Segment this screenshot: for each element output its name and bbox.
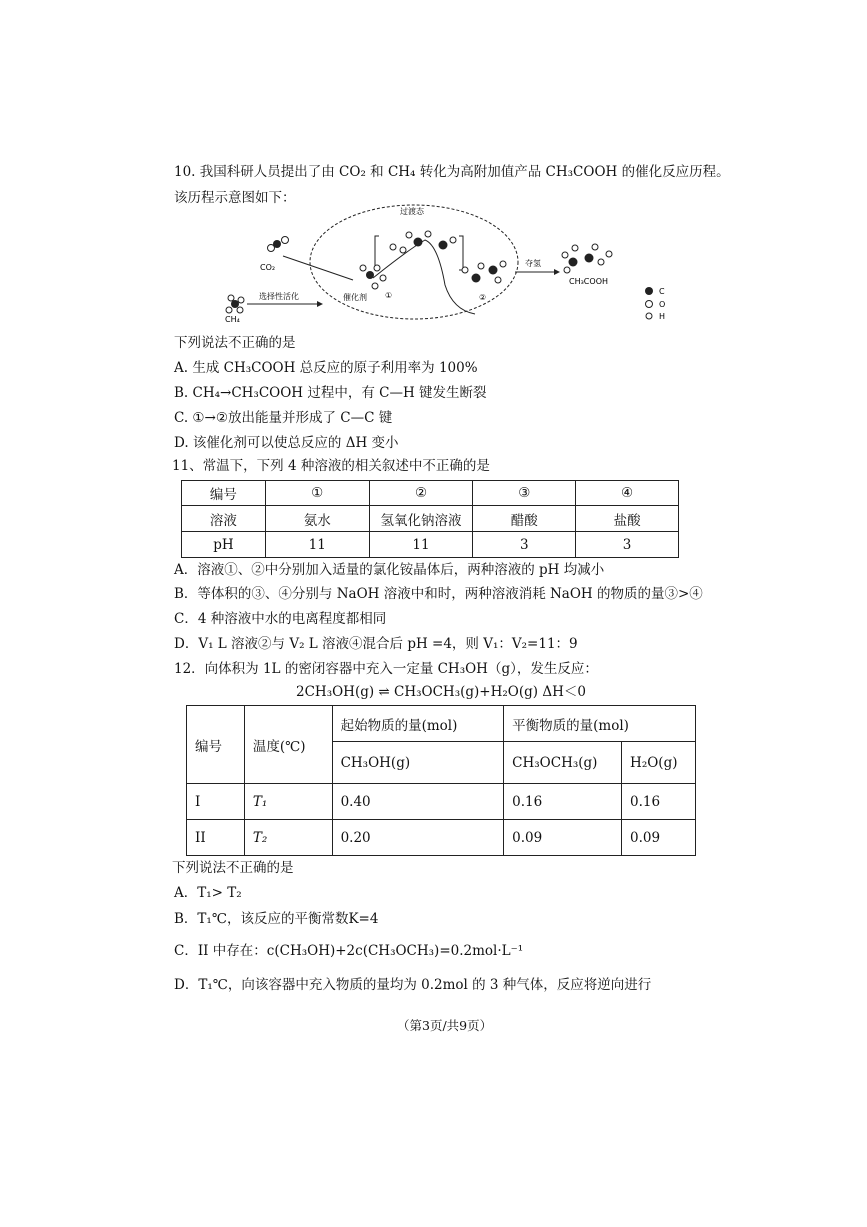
- acetic-acid-molecule: [562, 244, 612, 273]
- page-number-footer: （第3页/共9页）: [397, 1018, 493, 1033]
- q12-header-equilibrium: 平衡物质的量(mol): [504, 706, 696, 742]
- q11-cell: 醋酸: [473, 506, 576, 532]
- q11-table: [181, 480, 679, 558]
- bracket-right: [459, 236, 463, 270]
- co2-arrow: [283, 256, 353, 280]
- q12-prompt: 下列说法不正确的是: [172, 860, 294, 876]
- q11-cell: ①: [265, 481, 369, 506]
- q11-option-a: A．溶液①、②中分别加入适量的氯化铵晶体后，两种溶液的 pH 均减小: [174, 562, 605, 578]
- q11-cell: ②: [369, 481, 473, 506]
- q12-option-a: A．T₁> T₂: [174, 885, 242, 901]
- q12-header-ch3oh: CH₃OH(g): [332, 742, 504, 784]
- q12-option-c: C．II 中存在：c(CH₃OH)+2c(CH₃OCH₃)=0.2mol·L⁻¹: [174, 943, 524, 959]
- q12-header-temp: 温度(℃): [244, 706, 332, 784]
- q11-option-d: D．V₁ L 溶液②与 V₂ L 溶液④混合后 pH =4，则 V₁：V₂=11：9: [174, 636, 578, 652]
- energy-curve: [373, 240, 475, 314]
- q12-equation: 2CH₃OH(g) ⇌ CH₃OCH₃(g)+H₂O(g) ΔH＜0: [296, 684, 586, 700]
- q12-header-start: 起始物质的量(mol): [332, 706, 504, 742]
- hydrogen-removal-label: 夺氢: [525, 259, 541, 268]
- q12-cell: 0.09: [622, 820, 696, 856]
- q12-row-1: [187, 784, 696, 820]
- q10-prompt: 下列说法不正确的是: [174, 335, 296, 351]
- q12-cell: 0.20: [332, 820, 504, 856]
- step-2-label: ②: [479, 293, 487, 302]
- q12-cell: 0.09: [504, 820, 622, 856]
- q12-cell: II: [187, 820, 245, 856]
- q11-cell: 氨水: [265, 506, 369, 532]
- q11-cell: ③: [473, 481, 576, 506]
- catalyst-site-1: [360, 265, 386, 289]
- legend-carbon-icon: [645, 287, 653, 295]
- legend-hydrogen-icon: [646, 313, 652, 319]
- q12-cell: T₁: [244, 784, 332, 820]
- q12-option-d: D．T₁℃，向该容器中充入物质的量均为 0.2mol 的 3 种气体，反应将逆向进行: [174, 977, 652, 993]
- q11-cell: 3: [473, 532, 576, 558]
- q11-row-ph: [182, 532, 679, 558]
- q11-cell: 溶液: [182, 506, 266, 532]
- q11-stem: 11、常温下，下列 4 种溶液的相关叙述中不正确的是: [172, 458, 490, 474]
- reaction-pathway-diagram: [213, 200, 683, 330]
- q11-cell: 编号: [182, 481, 266, 506]
- atom-legend: [645, 287, 665, 321]
- q10-option-b: B. CH₄→CH₃COOH 过程中，有 C—H 键发生断裂: [174, 385, 487, 401]
- legend-oxygen-icon: [646, 301, 653, 308]
- step-1-label: ①: [385, 291, 393, 300]
- q12-header-id: 编号: [187, 706, 245, 784]
- q12-header-ch3och3: CH₃OCH₃(g): [504, 742, 622, 784]
- transition-state-label: 过渡态: [400, 207, 424, 216]
- q11-cell: 3: [576, 532, 679, 558]
- q12-cell: I: [187, 784, 245, 820]
- legend-oxygen: O: [659, 300, 666, 309]
- q12-cell: 0.16: [504, 784, 622, 820]
- q10-stem-line2: 该历程示意图如下：: [174, 190, 296, 206]
- catalyst-site-2: [462, 261, 506, 283]
- selective-activation-label: 选择性活化: [259, 292, 299, 301]
- q10-option-a: A. 生成 CH₃COOH 总反应的原子利用率为 100%: [174, 360, 478, 376]
- q11-option-b: B．等体积的③、④分别与 NaOH 溶液中和时，两种溶液消耗 NaOH 的物质的量③>④: [174, 586, 703, 602]
- q12-row-2: [187, 820, 696, 856]
- q12-cell: 0.16: [622, 784, 696, 820]
- product-label: CH₃COOH: [569, 277, 609, 286]
- q11-cell: pH: [182, 532, 266, 558]
- q10-option-d: D. 该催化剂可以使总反应的 ΔH 变小: [174, 435, 399, 451]
- co2-molecule: [268, 237, 289, 252]
- ch4-molecule: [226, 295, 244, 313]
- q10-stem-line1: 10. 我国科研人员提出了由 CO₂ 和 CH₄ 转化为高附加值产品 CH₃COOH 的催化反应历程。: [174, 164, 730, 180]
- q11-cell: 氢氧化钠溶液: [369, 506, 473, 532]
- ch4-arrowhead: [317, 301, 323, 307]
- co2-label: CO₂: [260, 263, 276, 272]
- q11-cell: 11: [265, 532, 369, 558]
- q12-table: [186, 705, 696, 856]
- q11-option-c: C．4 种溶液中水的电离程度都相同: [174, 611, 387, 627]
- catalysis-region-ellipse: [310, 205, 518, 319]
- q11-cell: 盐酸: [576, 506, 679, 532]
- q12-header-h2o: H₂O(g): [622, 742, 696, 784]
- q12-cell: 0.40: [332, 784, 504, 820]
- q11-cell: ④: [576, 481, 679, 506]
- q10-option-c: C. ①→②放出能量并形成了 C—C 键: [174, 410, 393, 426]
- ch4-label: CH₄: [225, 315, 240, 324]
- legend-carbon: C: [659, 287, 665, 296]
- product-arrowhead: [554, 269, 560, 275]
- q11-row-id: [182, 481, 679, 506]
- transition-state-molecule: [390, 231, 456, 253]
- q11-row-solution: [182, 506, 679, 532]
- q11-cell: 11: [369, 532, 473, 558]
- q12-stem: 12．向体积为 1L 的密闭容器中充入一定量 CH₃OH（g），发生反应：: [174, 661, 598, 677]
- q12-cell: T₂: [244, 820, 332, 856]
- legend-hydrogen: H: [659, 312, 666, 321]
- catalyst-label: 催化剂: [343, 293, 367, 302]
- q12-option-b: B．T₁℃，该反应的平衡常数K=4: [174, 911, 379, 927]
